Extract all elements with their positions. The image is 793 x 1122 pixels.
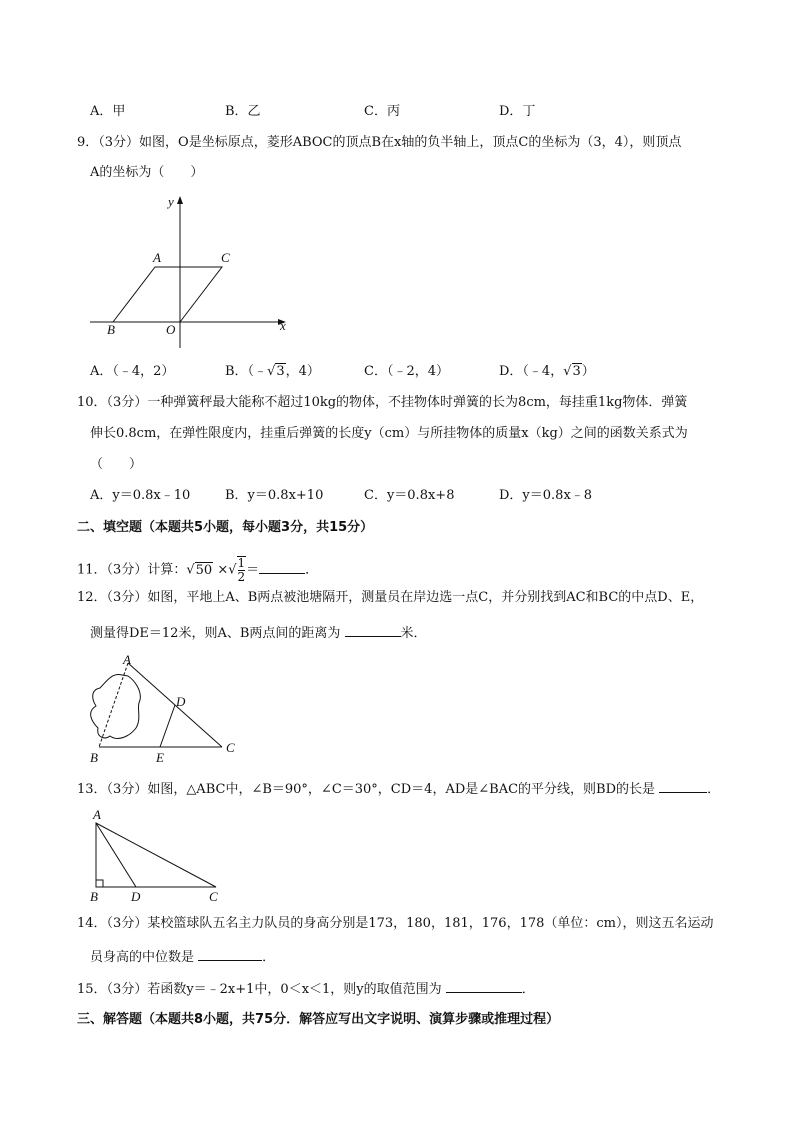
q12-answer-blank[interactable]	[345, 624, 401, 637]
q15-end: ．	[521, 982, 535, 997]
q13-answer-blank[interactable]	[659, 780, 707, 793]
q14-end: ．	[262, 950, 276, 965]
q11-answer-blank[interactable]	[259, 561, 305, 574]
q9-option-b-post: ，4）	[285, 364, 320, 379]
q11-equals: ＝	[246, 562, 260, 578]
q9-option-b-pre: B．（﹣	[225, 364, 268, 379]
q11-fraction	[237, 556, 247, 584]
q10-option-b: B．y＝0.8x+10	[225, 488, 324, 503]
q11-prefix: 11．（3分）计算：	[77, 562, 187, 578]
q13-figure-triangle	[90, 807, 218, 904]
q9-option-d: D．（﹣4，√3）	[499, 364, 595, 379]
q9-label-b: B	[107, 322, 115, 337]
q9-option-d-post: ）	[581, 364, 595, 379]
q8-option-d: D．丁	[499, 104, 536, 119]
q9-text-line1: 9．（3分）如图，O是坐标原点，菱形ABOC的顶点B在x轴的负半轴上，顶点C的坐标为（3，4），则顶点	[77, 135, 682, 150]
q12-label-d: D	[176, 694, 186, 709]
q9-figure-rhombus	[90, 194, 286, 348]
q13-end: ．	[707, 782, 721, 797]
q13-label-b: B	[90, 889, 98, 904]
q15-text-line1: 15．（3分）若函数y＝﹣2x+1中，0＜x＜1，则y的取值范围为	[77, 982, 442, 997]
q15-text	[77, 980, 535, 998]
q12-figure-pond	[90, 652, 235, 765]
q12-label-b: B	[90, 750, 98, 765]
q10-text-line1: 10．（3分）一种弹簧秤最大能称不超过10kg的物体，不挂物体时弹簧的长为8cm，每挂重1kg物体．弹簧	[77, 395, 688, 410]
q13-label-c: C	[209, 889, 218, 904]
q13-text	[77, 780, 720, 798]
q11-times: ×	[217, 562, 229, 578]
q8-option-a: A．甲	[90, 104, 126, 119]
q8-option-b: B．乙	[225, 104, 261, 119]
q9-label-x: x	[280, 318, 286, 333]
q10-option-a: A．y＝0.8x﹣10	[90, 488, 191, 503]
q12-text-line2-post: 米．	[400, 626, 427, 641]
q12-text-line1: 12．（3分）如图，平地上A、B两点被池塘隔开，测量员在岸边选一点C，并分别找到AC和BC的中点D、E，	[77, 590, 704, 605]
section-3-heading: 三、解答题（本题共8小题，共75分．解答应写出文字说明、演算步骤或推理过程）	[77, 1012, 560, 1027]
q10-option-c: C．y＝0.8x+8	[364, 488, 455, 503]
q9-option-d-pre: D．（﹣4，	[499, 364, 564, 379]
q13-label-a: A	[93, 807, 101, 822]
q10-text-line2: 伸长0.8cm，在弹性限度内，挂重后弹簧的长度y（cm）与所挂物体的质量x（kg）之间的函数关系式为	[90, 426, 688, 441]
q9-option-a: A．（﹣4，2）	[90, 364, 175, 379]
q12-label-e: E	[156, 750, 164, 765]
q11-numerator: 1	[237, 556, 246, 570]
q10-option-d: D．y＝0.8x﹣8	[499, 488, 593, 503]
q11-text: 11．（3分）计算：√50 ×√ $\frac{1}{2}$ ＝ ．	[77, 556, 319, 584]
q9-option-d-radicand: 3	[572, 364, 581, 379]
q9-label-a: A	[153, 250, 161, 265]
q8-option-c: C．丙	[364, 104, 400, 119]
q11-end: ．	[305, 562, 319, 578]
q11-denominator: 2	[237, 570, 246, 584]
q14-text-line2-text: 员身高的中位数是	[90, 950, 195, 965]
section-2-heading: 二、填空题（本题共5小题，每小题3分，共15分）	[77, 520, 374, 535]
q9-text-line2: A的坐标为（ ）	[90, 165, 204, 180]
q14-answer-blank[interactable]	[198, 948, 262, 961]
q11-radicand-1: 50	[195, 562, 213, 578]
q10-text-line3: （ ）	[90, 457, 143, 472]
q12-label-a: A	[123, 652, 131, 667]
q9-option-b-radicand: 3	[276, 364, 285, 379]
q13-label-d: D	[131, 889, 141, 904]
q9-label-c: C	[221, 250, 230, 265]
q14-text-line2	[90, 948, 275, 966]
q12-text-line2	[90, 624, 427, 642]
q12-text-line2-pre: 测量得DE＝12米，则A、B两点间的距离为	[90, 626, 341, 641]
q9-label-o: O	[166, 322, 176, 337]
q13-text-line1: 13．（3分）如图，△ABC中，∠B＝90°，∠C＝30°，CD＝4，AD是∠BAC的平分线，则BD的长是	[77, 782, 656, 797]
q15-answer-blank[interactable]	[446, 980, 522, 993]
q9-option-c: C．（﹣2，4）	[364, 364, 449, 379]
q14-text-line1: 14．（3分）某校篮球队五名主力队员的身高分别是173，180，181，176，178（单位：cm），则这五名运动	[77, 916, 714, 931]
q9-option-b: B．（﹣√3，4）	[225, 364, 320, 379]
q12-label-c: C	[226, 740, 235, 755]
q9-label-y: y	[168, 194, 174, 209]
